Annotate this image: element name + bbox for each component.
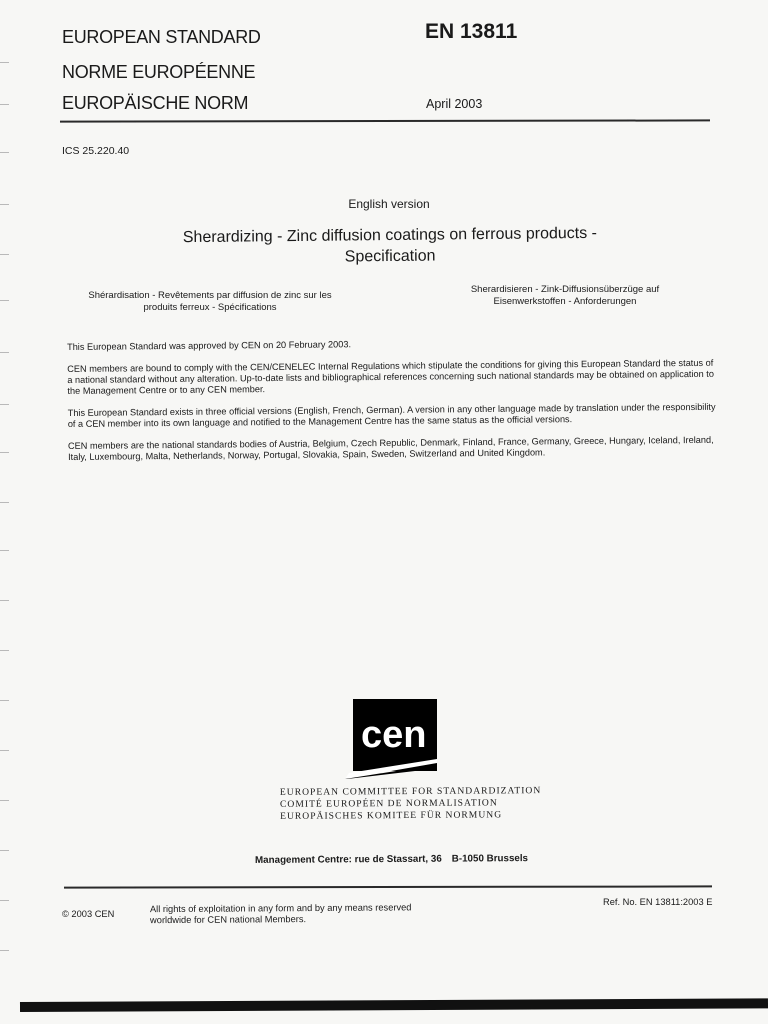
german-title-line-2: Eisenwerkstoffen - Anforderungen <box>493 296 637 307</box>
logo-text: cen <box>361 714 427 756</box>
cen-logo-icon <box>345 699 437 779</box>
rights-line-2: worldwide for CEN national Members. <box>150 914 307 926</box>
german-title <box>450 284 680 308</box>
regulations-paragraph: CEN members are bound to comply with the CEN/CENELEC Internal Regulations which stipulate the conditions for giving this European Standard the status of a national standard without any alteration. Up-to-date lists and bibliographical references concerning such national standards may be obtained on application to the Management Centre or to any CEN member. <box>67 357 714 396</box>
management-centre <box>255 853 528 866</box>
french-title <box>60 290 360 314</box>
rights-notice <box>150 902 480 926</box>
french-title-line-2: produits ferreux - Spécifications <box>143 302 277 313</box>
language-version: English version <box>348 197 430 211</box>
members-paragraph: CEN members are the national standards bodies of Austria, Belgium, Czech Republic, Denmark, Finland, France, Germany, Greece, Hungary, Iceland, Ireland, Italy, Luxembourg, Malta, Netherlands, Norway, Portugal, Slovakia, Spain, Sweden, Switzerland and United Kingdom. <box>67 434 714 462</box>
standard-number: EN 13811 <box>425 20 518 43</box>
versions-paragraph: This European Standard exists in three official versions (English, French, German). A version in any other language made by translation under the responsibility of a CEN member into its own language and notified to the Management Centre has the same status as the official versions. <box>67 401 716 429</box>
title-line-1: Sherardizing - Zinc diffusion coatings on ferrous products - <box>182 224 598 247</box>
approval-text <box>67 336 718 474</box>
header-rule <box>60 119 710 122</box>
document-title <box>130 222 650 269</box>
footer-rule <box>64 885 712 888</box>
publication-date: April 2003 <box>426 97 483 111</box>
organization-names <box>280 785 542 823</box>
management-address: Management Centre: rue de Stassart, 36 <box>254 853 442 866</box>
scan-border <box>20 998 768 1012</box>
french-title-line-1: Shérardisation - Revêtements par diffusion de zinc sur les <box>88 290 332 301</box>
header-title-en: EUROPEAN STANDARD <box>62 27 261 47</box>
german-title-line-1: Sherardisieren - Zink-Diffusionsüberzüge auf <box>470 284 660 295</box>
organization-de: EUROPÄISCHES KOMITEE FÜR NORMUNG <box>280 809 503 822</box>
organization-fr: COMITÉ EUROPÉEN DE NORMALISATION <box>279 797 498 810</box>
header-title-de: EUROPÄISCHE NORM <box>62 93 249 113</box>
scan-edge-marks <box>0 0 14 1024</box>
header-title-fr: NORME EUROPÉENNE <box>62 62 256 82</box>
ics-code: ICS 25.220.40 <box>62 145 130 157</box>
rights-line-1: All rights of exploitation in any form and by any means reserved <box>149 902 412 915</box>
title-line-2: Specification <box>344 247 436 266</box>
management-city: B-1050 Brussels <box>451 853 529 865</box>
organization-en: EUROPEAN COMMITTEE FOR STANDARDIZATION <box>279 785 542 798</box>
reference-number: Ref. No. EN 13811:2003 E <box>603 897 713 907</box>
copyright: © 2003 CEN <box>62 909 115 919</box>
approval-paragraph: This European Standard was approved by CEN on 20 February 2003. <box>67 339 352 352</box>
